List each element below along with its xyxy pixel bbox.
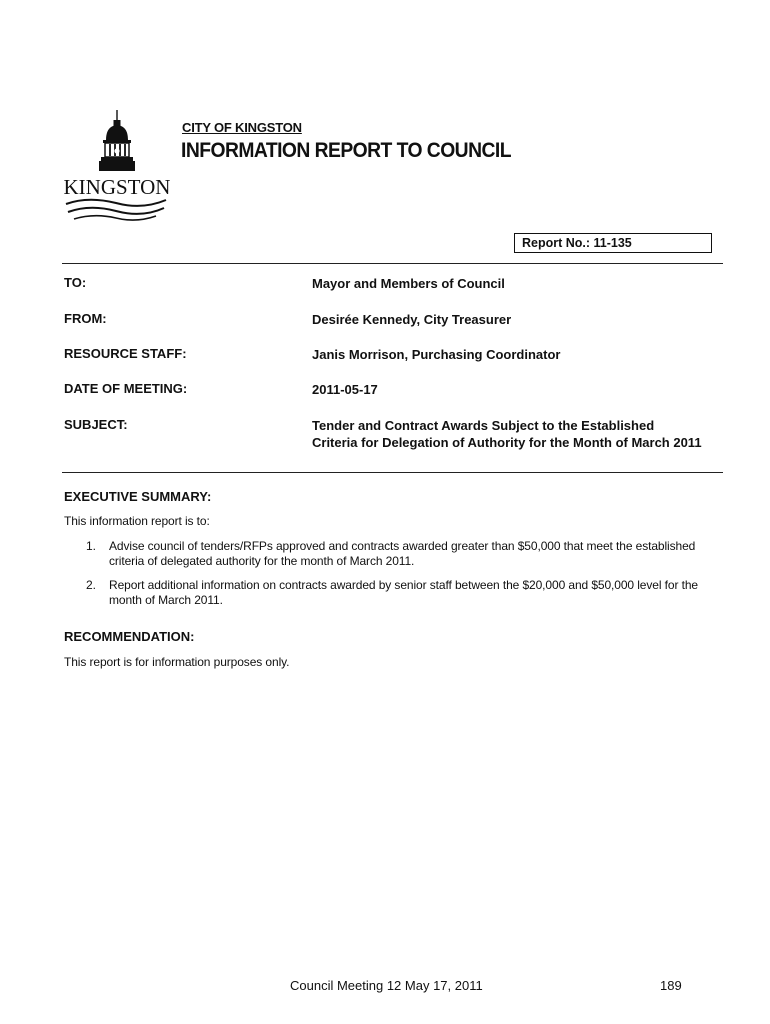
from-label: FROM:: [64, 311, 107, 326]
resource-staff-label: RESOURCE STAFF:: [64, 346, 187, 361]
subject-label: SUBJECT:: [64, 417, 128, 432]
report-number-box: Report No.: 11-135: [514, 233, 712, 253]
city-name: CITY OF KINGSTON: [182, 120, 302, 135]
from-value: Desirée Kennedy, City Treasurer: [312, 312, 512, 327]
executive-summary-list: [64, 539, 704, 617]
top-divider: [62, 263, 723, 264]
kingston-logo: [58, 108, 176, 223]
list-item-text: Report additional information on contracts awarded by senior staff between the $20,000 and $50,000 level for the month of March 2011.: [109, 578, 698, 607]
to-label: TO:: [64, 275, 87, 290]
report-title: INFORMATION REPORT TO COUNCIL: [181, 139, 511, 162]
list-item: [64, 539, 704, 569]
list-item: [64, 578, 704, 608]
page-number: 189: [660, 978, 682, 993]
subject-value: Tender and Contract Awards Subject to the Established Criteria for Delegation of Authority for the Month of March 2011: [312, 418, 702, 450]
recommendation-text: This report is for information purposes only.: [64, 655, 290, 669]
recommendation-heading: RECOMMENDATION:: [64, 629, 195, 644]
list-item-number: 2.: [86, 578, 96, 592]
executive-summary-heading: EXECUTIVE SUMMARY:: [64, 489, 212, 504]
resource-staff-value: Janis Morrison, Purchasing Coordinator: [312, 347, 561, 362]
footer-meeting: Council Meeting 12 May 17, 2011: [290, 978, 483, 993]
logo-wordmark: KINGSTON: [63, 175, 171, 199]
date-of-meeting-value: 2011-05-17: [312, 382, 378, 397]
bottom-divider: [62, 472, 723, 473]
date-of-meeting-label: DATE OF MEETING:: [64, 381, 188, 396]
list-item-text: Advise council of tenders/RFPs approved and contracts awarded greater than $50,000 that meet the established criteria of delegated authority for the month of March 2011.: [109, 539, 696, 568]
executive-summary-intro: This information report is to:: [64, 514, 210, 528]
list-item-number: 1.: [86, 539, 96, 553]
to-value: Mayor and Members of Council: [312, 276, 505, 291]
